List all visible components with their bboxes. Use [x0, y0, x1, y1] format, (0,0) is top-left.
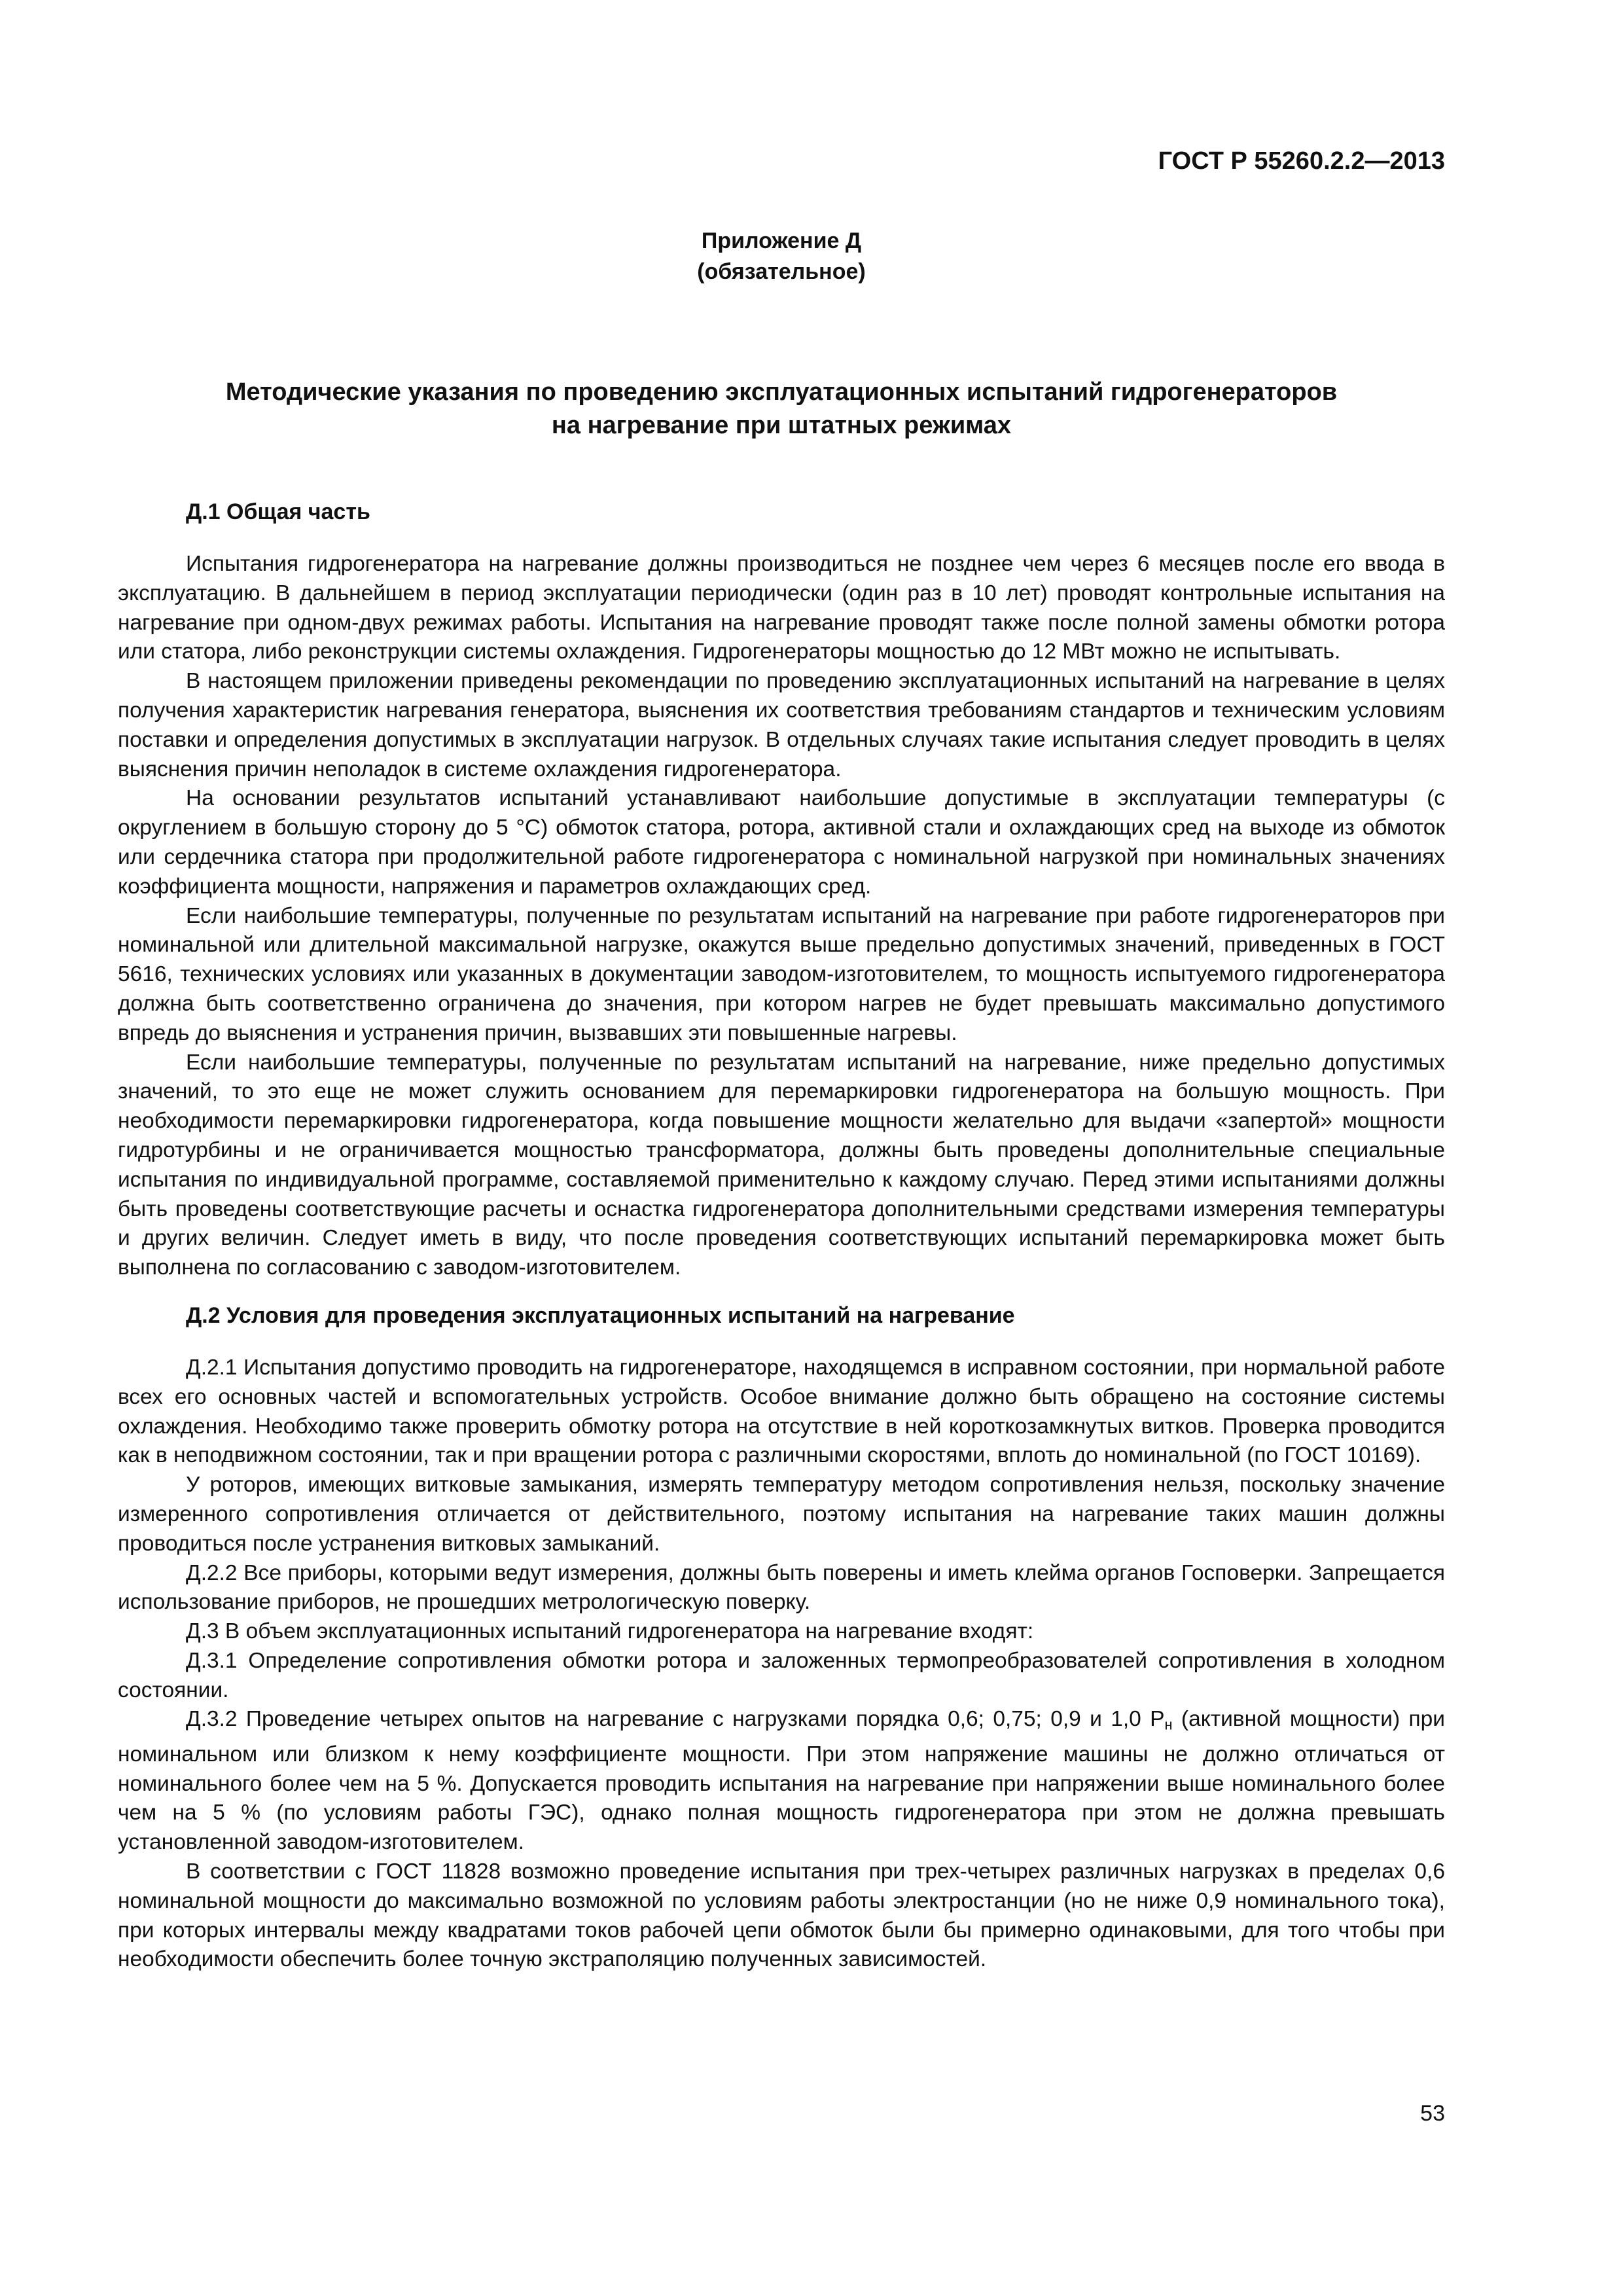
paragraph: Д.2.1 Испытания допустимо проводить на гидрогенераторе, находящемся в исправном состоянии, при нормальной работе всех его основных частей и вспомогательных устройств. Особое внимание должно быть обращено на состояние системы охлаждения. Необходимо также проверить обмотку ротора на отсутствие в ней короткозамкнутых витков. Проверка проводится как в неподвижном состоянии, так и при вращении ротора с различными скоростями, вплоть до номинальной (по ГОСТ 10169). — [118, 1355, 1445, 1468]
document-body — [118, 497, 1445, 1975]
document-title — [118, 376, 1445, 442]
paragraph: В соответствии с ГОСТ 11828 возможно проведение испытания при трех-четырех различных нагрузках в пределах 0,6 номинальной мощности до максимально возможной по условиям работы электростанции (но не ниже 0,9 номинального тока), при которых интервалы между квадратами токов рабочей цепи обмоток были бы примерно одинаковыми, для того чтобы при необходимости обеспечить более точную экстраполяцию полученных зависимостей. — [118, 1859, 1445, 1972]
paragraph: Д.2.2 Все приборы, которыми ведут измерения, должны быть поверены и иметь клейма органов Госповерки. Запрещается использование приборов, не прошедших метрологическую поверку. — [118, 1560, 1445, 1615]
appendix-heading — [118, 226, 1445, 287]
paragraph: Если наибольшие температуры, полученные по результатам испытаний на нагревание, ниже предельно допустимых значений, то это еще не может служить основанием для перемаркировки гидрогенератора на большую мощность. При необходимости перемаркировки гидрогенератора, когда повышение мощности желательно для выдачи «запертой» мощности гидротурбины и не ограничивается мощностью трансформатора, должны быть проведены дополнительные специальные испытания по индивидуальной программе, составляемой применительно к каждому случаю. Перед этими испытаниями должны быть проведены соответствующие расчеты и оснастка гидрогенератора дополнительными средствами измерения температуры и других величин. Следует иметь в виду, что после проведения соответствующих испытаний перемаркировка может быть выполнена по согласованию с заводом-изготовителем. — [118, 1050, 1445, 1280]
appendix-status: (обязательное) — [697, 259, 866, 284]
document-code: ГОСТ Р 55260.2.2—2013 — [1158, 147, 1445, 175]
paragraph: Д.3.1 Определение сопротивления обмотки ротора и заложенных термопреобразователей сопротивления в холодном состоянии. — [118, 1648, 1445, 1702]
paragraph: В настоящем приложении приведены рекомендации по проведению эксплуатационных испытаний на нагревание в целях получения характеристик нагревания генератора, выяснения их соответствия требованиям стандартов и техническим условиям поставки и определения допустимых в эксплуатации нагрузок. В отдельных случаях такие испытания следует проводить в целях выяснения причин неполадок в системе охлаждения гидрогенератора. — [118, 669, 1445, 781]
title-line-1: Методические указания по проведению эксплуатационных испытаний гидрогенераторов — [225, 378, 1338, 406]
appendix-label: Приложение Д — [701, 228, 862, 253]
title-line-2: на нагревание при штатных режимах — [551, 412, 1012, 439]
paragraph-load-tests — [118, 1705, 1445, 1857]
paragraph: Д.3 В объем эксплуатационных испытаний гидрогенератора на нагревание входят: — [186, 1619, 1034, 1644]
section-heading-conditions: Д.2 Условия для проведения эксплуатационных испытаний на нагревание — [186, 1302, 1015, 1328]
paragraph: Испытания гидрогенератора на нагревание должны производиться не позднее чем через 6 месяцев после его ввода в эксплуатацию. В дальнейшем в период эксплуатации периодически (один раз в 10 лет) проводят контрольные испытания на нагревание при одном-двух режимах работы. Испытания на нагревание проводят также после полной замены обмотки ротора или статора, либо реконструкции системы охлаждения. Гидрогенераторы мощностью до 12 МВт можно не испытывать. — [118, 552, 1445, 664]
paragraph: На основании результатов испытаний устанавливают наибольшие допустимые в эксплуатации температуры (с округлением в большую сторону до 5 °С) обмоток статора, ротора, активной стали и охлаждающих сред на выходе из обмоток или сердечника статора при продолжительной работе гидрогенератора с номинальной нагрузкой при номинальных значениях коэффициента мощности, напряжения и параметров охлаждающих сред. — [118, 786, 1445, 899]
document-page — [118, 0, 1445, 2296]
paragraph: У роторов, имеющих витковые замыкания, измерять температуру методом сопротивления нельзя, поскольку значение измеренного сопротивления отличается от действительного, поэтому испытания на нагревание таких машин должны проводиться после устранения витковых замыканий. — [118, 1473, 1445, 1556]
nominal-subscript: н — [1164, 1716, 1173, 1733]
section-heading-general: Д.1 Общая часть — [186, 499, 370, 524]
load-tests-text-end: (активной мощности) при номинальном или близком к нему коэффициенте мощности. При этом напряжение машины не должно отличаться от номинального более чем на 5 %. Допускается проводить испытания на нагревание при напряжении выше номинального более чем на 5 % (по условиям работы ГЭС), однако полная мощность гидрогенератора при этом не должна превышать установленной заводом-изготовителем. — [118, 1707, 1445, 1855]
page-number: 53 — [1420, 2101, 1445, 2126]
load-tests-text-start: Д.3.2 Проведение четырех опытов на нагревание с нагрузками порядка 0,6; 0,75; 0,9 и 1,0 Р — [186, 1707, 1165, 1732]
paragraph: Если наибольшие температуры, полученные по результатам испытаний на нагревание при работе гидрогенераторов при номинальной или длительной максимальной нагрузке, окажутся выше предельно допустимых значений, приведенных в ГОСТ 5616, технических условиях или указанных в документации заводом-изготовителем, то мощность испытуемого гидрогенератора должна быть соответственно ограничена до значения, при котором нагрев не будет превышать максимально допустимого впредь до выяснения и устранения причин, вызвавших эти повышенные нагревы. — [118, 903, 1445, 1045]
